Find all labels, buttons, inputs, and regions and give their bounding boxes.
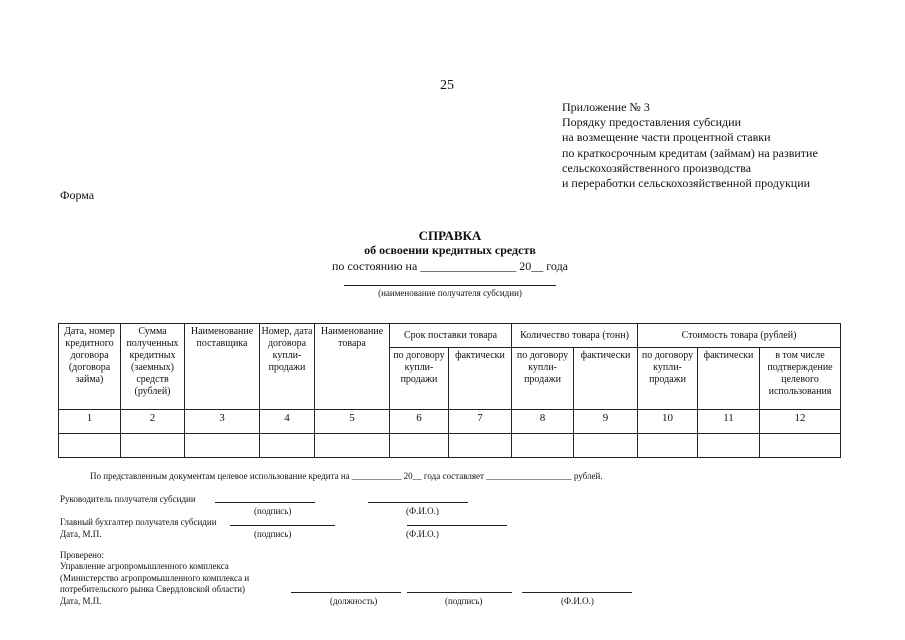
table-cell	[698, 434, 760, 458]
header-sale-contract: Номер, дата договора купли-продажи	[260, 324, 315, 410]
header-goods-quantity: Количество товара (тонн)	[512, 324, 638, 348]
usage-statement: По представленным документам целевое использование кредита на ___________ 20__ года составляет ___________________ рублей.	[90, 471, 603, 481]
table-cell	[449, 434, 512, 458]
subheader-cost-by-contract: по договору купли-продажи	[638, 348, 698, 410]
verifier-signature-caption: (подпись)	[445, 596, 483, 606]
header-goods-cost: Стоимость товара (рублей)	[638, 324, 841, 348]
document-title: СПРАВКА	[418, 228, 482, 243]
column-number: 12	[760, 410, 841, 434]
accountant-name-caption: (Ф.И.О.)	[406, 529, 439, 539]
head-name-line	[368, 502, 468, 503]
column-number: 10	[638, 410, 698, 434]
appendix-line: Порядку предоставления субсидии	[562, 115, 741, 130]
accountant-label: Главный бухгалтер получателя субсидии	[60, 517, 217, 527]
header-goods-name: Наименование товара	[315, 324, 390, 410]
appendix-line: Приложение № 3	[562, 100, 650, 114]
subheader-delivery-actual: фактически	[449, 348, 512, 410]
verified-org-line: (Министерство агропромышленного комплекса и	[60, 573, 250, 583]
verifier-position-caption: (должность)	[330, 596, 378, 606]
column-number: 11	[698, 410, 760, 434]
header-received-amount: Сумма полученных кредитных (заемных) средств (рублей)	[121, 324, 185, 410]
table-header-row	[59, 324, 841, 348]
column-number: 4	[260, 410, 315, 434]
header-supplier: Наименование поставщика	[185, 324, 260, 410]
header-delivery-term: Срок поставки товара	[390, 324, 512, 348]
column-number: 1	[59, 410, 121, 434]
head-signature-caption: (подпись)	[254, 506, 292, 516]
verifier-name-line	[522, 592, 632, 593]
accountant-signature-line	[230, 525, 335, 526]
accountant-date-stamp: Дата, М.П.	[60, 529, 102, 539]
subheader-cost-actual: фактически	[698, 348, 760, 410]
column-number: 5	[315, 410, 390, 434]
table-cell	[390, 434, 449, 458]
credit-usage-table	[58, 323, 841, 458]
recipient-name-field	[344, 285, 556, 286]
column-number: 9	[574, 410, 638, 434]
subheader-target-use: в том числе подтверждение целевого использования	[760, 348, 841, 410]
appendix-line: по краткосрочным кредитам (займам) на развитие	[562, 145, 818, 160]
column-number: 3	[185, 410, 260, 434]
verifier-position-line	[291, 592, 401, 593]
verified-label: Проверено:	[60, 550, 105, 560]
head-signature-line	[215, 502, 315, 503]
subheader-quantity-by-contract: по договору купли-продажи	[512, 348, 574, 410]
verified-org-line: Управление агропромышленного комплекса	[60, 561, 229, 571]
form-label: Форма	[60, 188, 95, 202]
table-cell	[315, 434, 390, 458]
table-cell	[121, 434, 185, 458]
verified-org-line: потребительского рынка Свердловской области)	[60, 584, 246, 594]
subheader-delivery-by-contract: по договору купли-продажи	[390, 348, 449, 410]
header-credit-contract: Дата, номер кредитного договора (договора займа)	[59, 324, 121, 410]
appendix-line: на возмещение части процентной ставки	[562, 130, 771, 145]
table-cell	[59, 434, 121, 458]
verified-date-stamp: Дата, М.П.	[60, 596, 102, 606]
column-number: 8	[512, 410, 574, 434]
table-cell	[638, 434, 698, 458]
page-number: 25	[440, 78, 454, 93]
document-subtitle: об освоении кредитных средств	[364, 243, 536, 257]
verifier-name-caption: (Ф.И.О.)	[561, 596, 594, 606]
column-number: 7	[449, 410, 512, 434]
accountant-signature-caption: (подпись)	[254, 529, 292, 539]
as-of-date-line: по состоянию на ________________ 20__ года	[331, 259, 568, 273]
head-name-caption: (Ф.И.О.)	[406, 506, 439, 516]
column-number: 2	[121, 410, 185, 434]
recipient-caption: (наименование получателя субсидии)	[378, 288, 522, 298]
accountant-name-line	[407, 525, 507, 526]
column-number-row	[59, 410, 841, 434]
table-cell	[512, 434, 574, 458]
verifier-signature-line	[407, 592, 512, 593]
table-cell	[185, 434, 260, 458]
appendix-block	[562, 100, 818, 191]
table-cell	[260, 434, 315, 458]
table-cell	[760, 434, 841, 458]
subheader-quantity-actual: фактически	[574, 348, 638, 410]
head-label: Руководитель получателя субсидии	[60, 494, 196, 504]
column-number: 6	[390, 410, 449, 434]
appendix-line: сельскохозяйственного производства	[562, 160, 752, 175]
appendix-line: и переработки сельскохозяйственной продукции	[562, 176, 811, 191]
table-cell	[574, 434, 638, 458]
table-row	[59, 434, 841, 458]
